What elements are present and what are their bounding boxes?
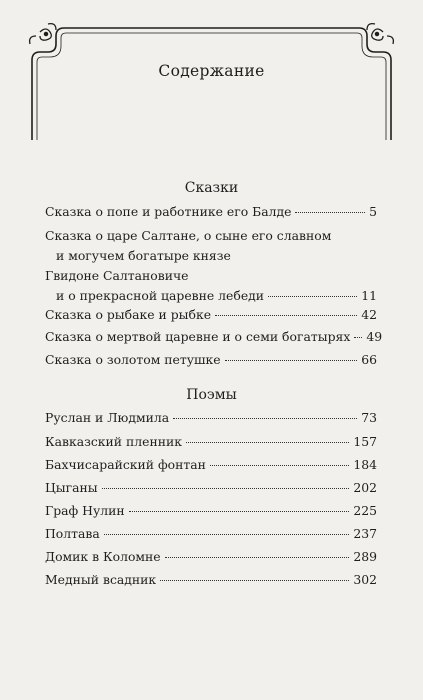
- ornamental-frame: [26, 22, 397, 140]
- right-flourish-icon: [367, 24, 393, 44]
- entry-title: Кавказский пленник: [45, 434, 182, 449]
- entry-title-continued: и о прекрасной царевне лебеди: [56, 288, 265, 303]
- entry-title: Бахчисарайский фонтан: [45, 457, 206, 472]
- dot-leader: [295, 212, 365, 213]
- entry-title: Цыганы: [45, 480, 98, 495]
- entry-page: 184: [353, 457, 377, 472]
- entry-title: Домик в Коломне: [45, 549, 161, 564]
- frame-ornament: [26, 22, 397, 140]
- dot-leader: [173, 418, 357, 419]
- toc-entry[interactable]: [45, 478, 377, 498]
- page-title: Содержание: [158, 62, 265, 80]
- entry-title: Сказка о мертвой царевне и о семи богатырях: [45, 329, 351, 344]
- section-heading-skazki: Сказки: [184, 180, 239, 196]
- dot-leader: [160, 580, 349, 581]
- entry-page: 42: [361, 307, 377, 322]
- toc-entry[interactable]: [45, 202, 377, 222]
- entry-page: 237: [353, 526, 377, 541]
- toc-entry[interactable]: [45, 547, 377, 567]
- toc-entry[interactable]: [45, 226, 377, 306]
- entry-title: Сказка о попе и работнике его Балде: [45, 204, 292, 219]
- dot-leader: [210, 465, 349, 466]
- toc-entry[interactable]: [45, 350, 377, 370]
- entry-page: 202: [353, 480, 377, 495]
- entry-title: Полтава: [45, 526, 100, 541]
- entry-title-continued: Гвидоне Салтановиче: [45, 268, 189, 283]
- dot-leader: [225, 360, 358, 361]
- entry-page: 289: [353, 549, 377, 564]
- dot-leader: [354, 337, 362, 338]
- entry-page: 302: [353, 572, 377, 587]
- toc-entry[interactable]: [45, 524, 377, 544]
- entry-page: 66: [361, 352, 377, 367]
- toc-entry[interactable]: [45, 432, 377, 452]
- dot-leader: [102, 488, 350, 489]
- entry-page: 49: [366, 329, 383, 344]
- entry-title: Сказка о царе Салтане, о сыне его славном: [45, 228, 332, 243]
- dot-leader: [165, 557, 350, 558]
- dot-leader: [186, 442, 349, 443]
- toc-entry[interactable]: [45, 305, 377, 325]
- section-heading-poemy: Поэмы: [186, 387, 237, 403]
- entry-page: 225: [353, 503, 377, 518]
- toc-entry[interactable]: [45, 570, 377, 590]
- entry-title: Сказка о рыбаке и рыбке: [45, 307, 212, 322]
- entry-title: Сказка о золотом петушке: [45, 352, 221, 367]
- toc-entry[interactable]: [45, 327, 383, 347]
- entry-page: 157: [353, 434, 377, 449]
- entry-title: Руслан и Людмила: [45, 410, 170, 425]
- entry-page: 5: [369, 204, 377, 219]
- entry-page: 73: [361, 410, 377, 425]
- toc-entry[interactable]: [45, 501, 377, 521]
- dot-leader: [268, 296, 357, 297]
- entry-title-continued: и могучем богатыре князе: [56, 248, 231, 263]
- toc-entry[interactable]: [45, 408, 377, 428]
- entry-title: Медный всадник: [45, 572, 157, 587]
- dot-leader: [129, 511, 350, 512]
- toc-entry[interactable]: [45, 455, 377, 475]
- dot-leader: [215, 315, 357, 316]
- entry-page: 11: [361, 288, 377, 303]
- left-flourish-icon: [30, 24, 56, 44]
- dot-leader: [104, 534, 350, 535]
- entry-title: Граф Нулин: [45, 503, 125, 518]
